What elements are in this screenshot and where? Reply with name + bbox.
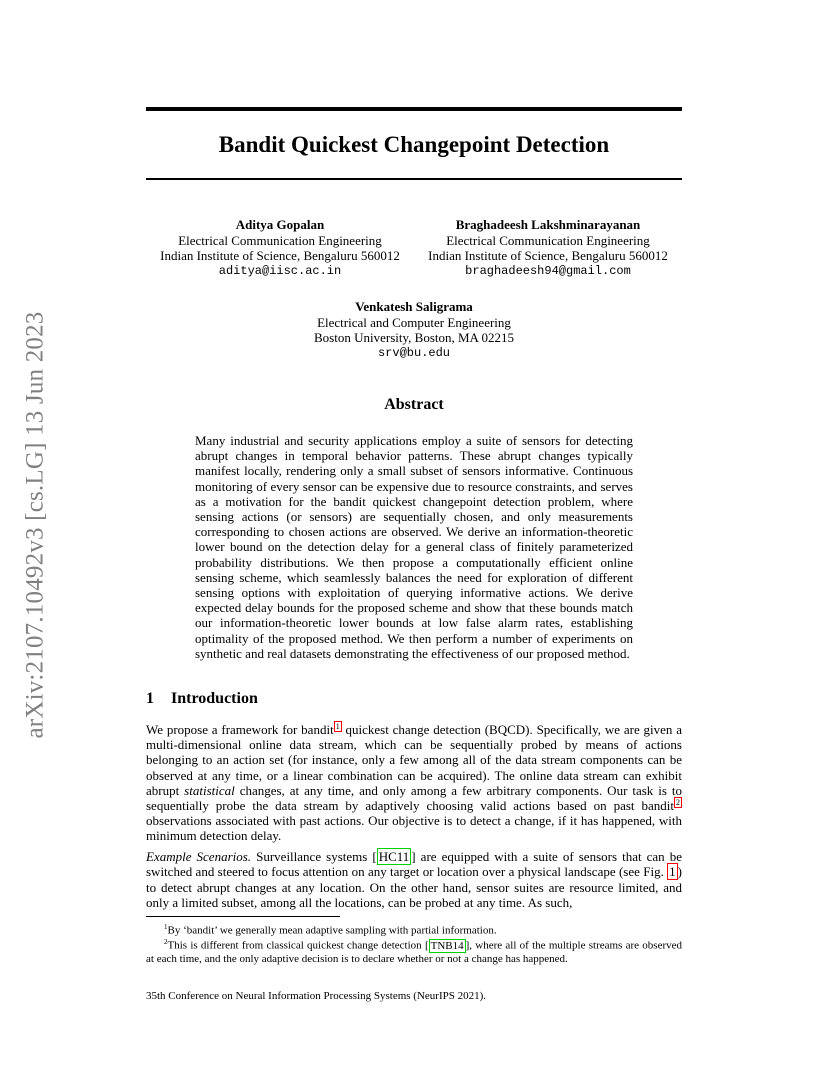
footnote-text: , where all of the multiple streams are observed at each time, and the only adaptive decision is to declare whether or not a change has happened.	[146, 939, 683, 966]
conference-footer: 35th Conference on Neural Information Processing Systems (NeurIPS 2021).	[146, 990, 487, 1002]
text-run: quickest change detection (BQCD). Specifically, we are given a multi-dimensional online data stream, which can be sequentially probed by means of actions belonging to an action set (for instance, only a few among all of the data stream components can be observed at any time, or a linear combination can be acquired). The online data stream can exhibit abrupt	[146, 722, 682, 798]
author-affiliation: Boston University, Boston, MA 02215	[314, 330, 514, 345]
author-email[interactable]: aditya@iisc.ac.in	[218, 263, 342, 278]
footnote: $^2$This is different from classical quickest change detection [ TNB14 ], where all of the multiple streams are observed at each time, and the only adaptive decision is to declare whether or not a change has happened.	[146, 938, 683, 966]
citation-link[interactable]: HC11	[378, 849, 410, 864]
intro-paragraph: Example Scenarios. Surveillance systems [ HC11 ] are equipped with a suite of sensors that can be switched and steered to focus attention on any target or location over a physical landscape (see Fig. 1 ) to detect abrupt changes at any location. On the other hand, sensor suites are resource limited, and only a limited subset, among all the locations, can be probed at any time. As such,	[146, 849, 682, 911]
section-heading	[146, 690, 258, 708]
footnote-mark: 2	[164, 938, 168, 946]
figure-link[interactable]: 1	[669, 864, 676, 880]
author-affiliation: Indian Institute of Science, Bengaluru 560012	[428, 248, 668, 263]
footnote-link[interactable]: 2	[676, 797, 680, 807]
section-number: 1	[146, 690, 154, 707]
emphasis-text: statistical	[184, 782, 235, 798]
intro-paragraph	[146, 722, 682, 844]
text-run: We propose a framework for bandit	[146, 722, 334, 737]
arxiv-sidebar	[20, 290, 50, 760]
paragraph-lead: Example Scenarios.	[146, 849, 252, 864]
abstract-text: Many industrial and security applications employ a suite of sensors for detecting abrupt changes in temporal behavior patterns. These abrupt changes typically manifest locally, rendering only a small subset of sensors informative. Continuous monitoring of every sensor can be expensive due to resource constraints, and serves as a motivation for the bandit quickest changepoint detection problem, where sensing actions (or sensors) are sequentially chosen, and only measurements corresponding to chosen actions are observed. We derive an information-theoretic lower bound on the detection delay for a general class of finitely parameterized probability distributions. We then propose a computationally efficient online sensing scheme, which seamlessly balances the need for exploration of different sensing options with exploitation of querying informative actions. We derive expected delay bounds for the proposed scheme and show that these bounds match our information-theoretic lower bounds at low false alarm rates, establishing optimality of the proposed method. We then perform a number of experiments on synthetic and real datasets demonstrating the effectiveness of our proposed method.	[195, 433, 633, 661]
title-rule-top	[146, 107, 682, 111]
author-affiliation: Indian Institute of Science, Bengaluru 560012	[160, 248, 400, 263]
text-run: observations associated with past actions. Our objective is to detect a change, if it has happened, with minimum detection delay.	[146, 813, 682, 844]
text-run: Surveillance systems	[251, 849, 373, 864]
text-run: ) to detect abrupt changes at any location. On the other hand, sensor suites are resource limited, and only a limited subset, among all the locations, can be probed at any time. As such,	[146, 864, 682, 911]
paper-title: Bandit Quickest Changepoint Detection	[218, 132, 610, 157]
text-run: are equipped with a suite of sensors that can be switched and steered to focus attention on any target or location over a physical landscape (see Fig.	[146, 849, 682, 880]
author-block	[284, 299, 544, 361]
arxiv-id: arXiv:2107.10492v3 [cs.LG] 13 Jun 2023	[21, 311, 48, 739]
section-title: Introduction	[171, 690, 258, 707]
author-name: Braghadeesh Lakshminarayanan	[455, 217, 641, 232]
footnote-text: This is different from classical quickest change detection	[167, 939, 425, 952]
author-block	[418, 217, 678, 279]
footnote-mark: 1	[164, 923, 168, 931]
author-dept: Electrical Communication Engineering	[446, 232, 650, 248]
citation-link[interactable]: TNB14	[430, 939, 464, 952]
author-email[interactable]: srv@bu.edu	[377, 345, 450, 360]
author-name: Aditya Gopalan	[235, 217, 325, 232]
abstract-heading: Abstract	[384, 396, 444, 413]
author-name: Venkatesh Saligrama	[355, 299, 473, 314]
text-run: changes, at any time, and only among a few arbitrary components. Our task is to sequentially probe the data stream by adaptively choosing valid actions based on past bandit	[146, 782, 682, 814]
title-rule-bottom	[146, 178, 682, 180]
footnote-text: By ‘bandit’ we generally mean adaptive sampling with partial information.	[167, 924, 497, 937]
author-email[interactable]: braghadeesh94@gmail.com	[465, 263, 631, 278]
footnote-link[interactable]: 1	[335, 721, 340, 731]
author-dept: Electrical Communication Engineering	[178, 232, 382, 248]
author-block	[150, 217, 410, 279]
footnote-rule	[146, 916, 340, 917]
author-dept: Electrical and Computer Engineering	[317, 314, 511, 330]
